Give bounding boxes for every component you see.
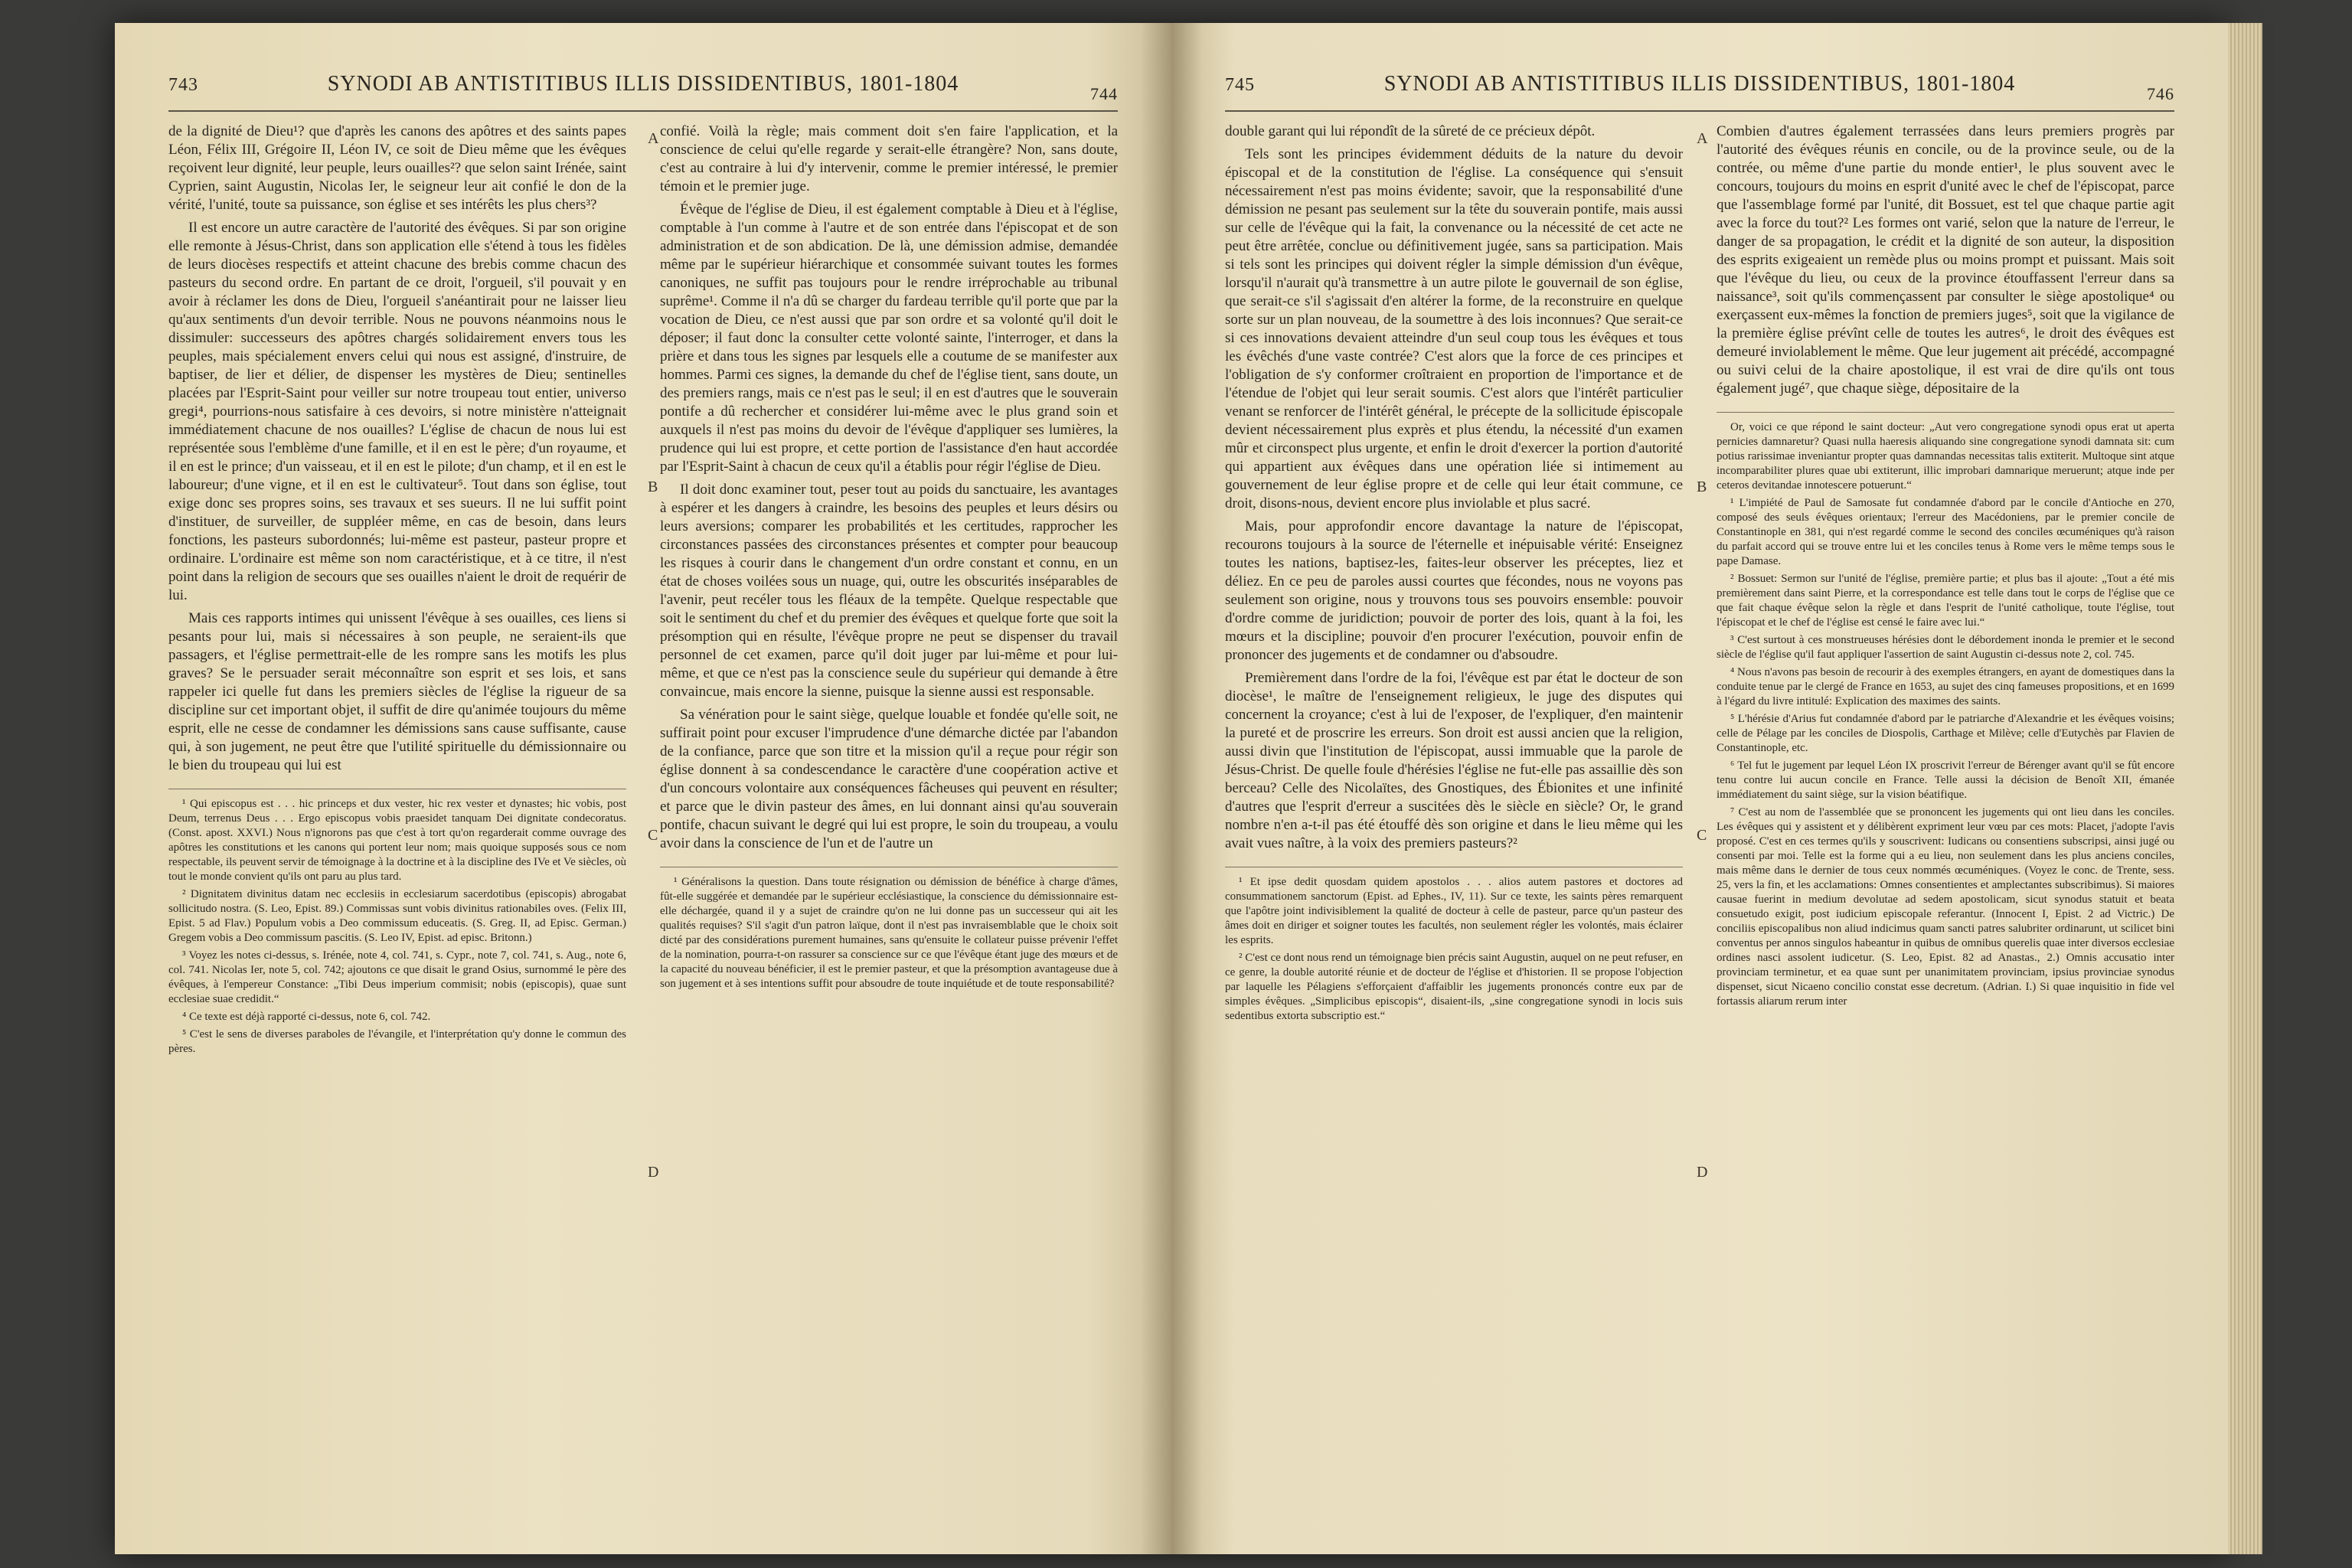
right-page-header (1225, 70, 2174, 101)
margin-letter-c: C (1697, 827, 1707, 844)
footnotes-744 (660, 867, 1118, 991)
right-page-columns (1225, 122, 2174, 1524)
footnote: ⁶ Tel fut le jugement par lequel Léon IX proscrivit l'erreur de Bérenger avant qu'il se fût encore tenu contre lui aucun concile en France. Telle aussi la décision de Benoît XII, émanée immédiatement du saint siège, sur la vision béatifique. (1717, 760, 2174, 801)
margin-letter-c: C (648, 827, 658, 844)
footnote: ⁷ C'est au nom de l'assemblée que se prononcent les jugements qui ont lieu dans les conciles. Les évêques qui y assistent et y délibèrent expriment leur vœu par ces mots: Placet, j'adopte l'avis proposé. C'est en ces termes qu'ils y souscrivent: Iudicans ou consentiens subscripsi, ainsi jugé ou consenti par moi. Telle est la forme qui a eu lieu, non seulement dans les plus anciens conciles, mais même dans le dernier de tous ceux nommés œcuméniques. (Voyez le conc. de Trente, sess. 25, vers la fin, et les acclamations: Omnes consentientes et amplectantes subscribimus). Si maiores causae fuerint in medium devolutae ad sedem apostolicam, sicut synodus statuit et beata consuetudo exigit, post iudicium episcopale referantur. (Innocent I, Epist. 2 ad Victric.) De conciliis episcopalibus non aliud indicimus quam sancti patres salubriter ordinarunt, ut scilicet bini conventus per annos singulos habeantur in quibus de omnibus querelis quae inter diversos ecclesiae ordines nasci assolent iudicetur. (S. Leo, Epist. 82 ad Anastas., 2.) Omnis accusatio inter provinciam terminetur, et ea quae sunt per unanimitatem provinciam, ipsius provinciae synodus dispenset, sicut Nicaeno concilio constat esse decretum. (Adrian. I.) Si quae inquisitio in fide vel fortassis aliarum rerum inter (1717, 806, 2174, 1008)
footnote: ² Bossuet: Sermon sur l'unité de l'église, première partie; et plus bas il ajoute: „Tout a été mis premièrement dans saint Pierre, et la correspondance est telle dans tout le corps de l'église que ce que fait chaque évêque selon la règle et dans l'esprit de l'unité catholique, toute l'église, tout l'épiscopat et le chef de l'église est censé le faire avec lui.“ (1717, 573, 2174, 629)
paragraph: Combien d'autres également terrassées dans leurs premiers progrès par l'autorité des évêques réunis en concile, ou de la province seule, ou de la contrée, ou même d'une partie du monde entier¹, le plus souvent avec le concours, toujours du moins en esprit d'unité avec le chef de l'épiscopat, parce que l'assemblage formé par l'unité, dit Bossuet, est tel que chaque partie agit avec la force du tout?² Les formes ont varié, selon que la nature de l'erreur, le danger de sa propagation, le crédit et la dignité de son auteur, la disposition des esprits exigeaient un remède plus ou moins prompt et puissant. Mais soit que l'évêque du lieu, ou ceux de la province étouffassent l'erreur dans sa naissance³, soit qu'ils commençassent par consulter le siège apostolique⁴ ou exerçassent eux-mêmes la fonction de premiers juges⁵, soit que la vigilance de la première église prévînt celle de toutes les autres⁶, le droit des évêques est demeuré inviolablement le même. Que leur jugement ait précédé, accompagné ou suivi celui de la chaire apostolique, il est vrai de dire qu'ils ont tous également jugé⁷, que chaque siège, dépositaire de la (1717, 123, 2174, 397)
footnote: Or, voici ce que répond le saint docteur: „Aut vero congregatione synodi opus erat ut aperta pernicies damnaretur? Quasi nulla haeresis aliquando sine congregatione synodi damnata sit: cum potius rarissimae inveniantur propter quas damnandas necessitas talis extiterit. Multoque sint atque incomparabiliter plures quae ubi extiterunt, illic improbari damnarique meruerunt; atque inde per ceteros devitandae innotescere potuerunt.“ (1717, 421, 2174, 492)
page-edges (2228, 23, 2262, 1554)
left-page-header (168, 70, 1118, 101)
footnotes-745 (1225, 867, 1683, 1024)
footnote: ¹ Et ipse dedit quosdam quidem apostolos . . . alios autem pastores et doctores ad consummationem sanctorum (Epist. ad Ephes., IV, 11). Sur ce texte, les saints pères remarquent que l'apôtre joint indivisiblement la qualité de docteur à celle de pasteur, parce qu'un pasteur des âmes doit en diriger et soigner toutes les facultés, non seulement régler les volontés, mais éclairer les esprits. (1225, 876, 1683, 946)
paragraph: de la dignité de Dieu¹? que d'après les canons des apôtres et des saints papes Léon, Félix III, Grégoire II, Léon IV, ce soit de Dieu même que les évêques reçoivent leur dignité, leur peuple, leurs ouailles²? que selon saint Irénée, saint Cyprien, saint Augustin, Nicolas Ier, le seigneur leur ait confié le don de la vérité, l'unité, toute sa puissance, son église et ses intérêts les plus chers³? (168, 123, 626, 213)
footnote: ³ Voyez les notes ci-dessus, s. Irénée, note 4, col. 741, s. Cypr., note 7, col. 741, s. Aug., note 6, col. 741. Nicolas Ier, note 5, col. 742; ajoutons ce que disait le grand Osius, surnommé le père des évêques, à l'empereur Constance: „Tibi Deus imperium commisit; nobis (episcopis), quae sunt ecclesiae suae credidit.“ (168, 949, 626, 1005)
paragraph: Évêque de l'église de Dieu, il est également comptable à Dieu et à l'église, comptable à l'un comme à l'autre et de son entrée dans l'épiscopat et de son administration et de son abdication. De là, une démission admise, demandée même par le supérieur hiérarchique et consommée suivant toutes les formes canoniques, ne suffit pas toujours pour le rendre irréprochable au tribunal suprême¹. Comme il n'a dû se charger du fardeau terrible qu'il porte que par la vocation de Dieu, ce n'est aussi que par son ordre et sa volonté qu'il doit le déposer; il faut donc la consulter cette volonté sainte, l'interroger, et dans la prière et dans tous les signes par lesquels elle a coutume de se manifester aux hommes. Parmi ces signes, la demande du chef de l'église tient, sans doute, un des premiers rangs, mais ce n'est pas le seul; il en est d'autres que le souverain pontife a dû rechercher et considérer lui-même avec le plus grand soin et auxquels il n'est pas moins du devoir de l'évêque d'appliquer ses lumières, la prudence qui lui est propre, et cette portion de l'assistance d'en haut accordée par l'Esprit-Saint à chacun de ceux qu'il a établis pour régir l'église de Dieu. (660, 201, 1118, 475)
footnote: ¹ Qui episcopus est . . . hic princeps et dux vester, hic rex vester et dynastes; hic vobis, post Deum, terrenus Deus . . . Ergo episcopus vobis praesidet tanquam Dei dignitate condecoratus. (Const. apost. XXVI.) Nous n'ignorons pas que c'est à tort qu'on regarderait comme ouvrage des apôtres les constitutions et les canons qui portent leur nom; mais quoique supposés sous ce nom respectable, ils peuvent servir de témoignage à la doctrine et à la discipline des IVe et Ve siècles, où tout le monde convient qu'ils ont paru au plus tard. (168, 798, 626, 883)
page-number-744: 744 (1090, 84, 1118, 103)
footnote: ⁴ Nous n'avons pas besoin de recourir à des exemples étrangers, en ayant de domestiques dans la conduite tenue par le clergé de France en 1653, au sujet des cinq fameuses propositions, et en 1699 à l'égard du livre intitulé: Explication des maximes des saints. (1717, 666, 2174, 707)
paragraph: Mais ces rapports intimes qui unissent l'évêque à ses ouailles, ces liens si pesants pour lui, mais si nécessaires à son peuple, ne seraient-ils que passagers, et l'église permettrait-elle de les rompre sans les motifs les plus graves? Se le persuader serait méconnaître son esprit et ses lois, et sans rappeler ici quelle fut dans les premiers siècles de l'église la rigueur de sa discipline sur cet important objet, il suffit de dire qu'animée toujours du même esprit, elle ne cesse de condamner les démissions sans cause suffisante, cause qui, à son jugement, ne peut être que l'utilité spirituelle du démissionnaire ou le bien du troupeau qui lui est (168, 610, 626, 773)
margin-letter-a: A (1697, 130, 1708, 147)
margin-letter-b: B (648, 479, 658, 495)
header-rule-left (168, 110, 1118, 112)
footnotes-743 (168, 789, 626, 1057)
column-744 (660, 122, 1118, 1524)
footnote: ² Dignitatem divinitus datam nec ecclesiis in ecclesiarum sacerdotibus (episcopis) abrogabat sollicitudo nostra. (S. Leo, Epist. 89.) Commissas sunt vobis divinitus rationabiles oves. (Felix III, Epist. 5 ad Flav.) Populum vobis a Deo commissum educeatis. (S. Greg. II, ad Episc. German.) Gregem vobis a Deo commissum pascitis. (S. Leo IV, Epist. ad episc. Britonn.) (168, 888, 626, 944)
paragraph: Tels sont les principes évidemment déduits de la nature du devoir épiscopal et de la constitution de l'église. La conséquence qui s'ensuit nécessairement n'est pas moins évidente; savoir, que la responsabilité d'une démission ne pesant pas seulement sur la tête du souverain pontife, mais aussi sur celle de l'évêque qui la fait, la convenance ou la nécessité de cet acte ne peut être arrêtée, conclue ou définitivement jugée, sans sa participation. Mais si tels sont les principes qui doivent régler la simple démission d'un évêque, lorsqu'il n'aurait qu'à transmettre à un autre pilote le gouvernail de son église, que serait-ce s'il s'agissait d'en altérer la forme, de la reconstruire en quelque sorte sur un plan nouveau, de la soumettre à des lois inconnues? Que serait-ce si ces innovations devaient atteindre d'un seul coup tous les évêques et tous les évêchés d'une vaste contrée? C'est alors que la force de ces principes et l'obligation de s'y conformer croîtraient en proportion de l'importance et de l'étendue de l'objet qui leur serait soumis. C'est alors que l'intérêt particulier venant se renforcer de l'intérêt général, le précepte de la sollicitude épiscopale devient nécessairement plus exprès et plus étendu, la nécessité d'un examen mûr et circonspect plus urgente, et enfin le droit d'exercer la portion d'autorité qui appartient aux évêques dans une opération liée si intimement au gouvernement de leur église propre et de celle qui leur était commune, ce droit, disons-nous, devient encore plus inviolable et plus sacré. (1225, 146, 1683, 511)
footnote: ⁴ Ce texte est déjà rapporté ci-dessus, note 6, col. 742. (182, 1011, 431, 1023)
left-page-columns (168, 122, 1118, 1524)
running-title-left: SYNODI AB ANTISTITIBUS ILLIS DISSIDENTIBUS, 1801-1804 (327, 72, 959, 96)
page-number-743: 743 (168, 75, 198, 95)
right-page (1171, 23, 2228, 1554)
margin-letter-b: B (1697, 479, 1707, 495)
paragraph: Il est encore un autre caractère de l'autorité des évêques. Si par son origine elle remonte à Jésus-Christ, dans son application elle s'étend à tous les fidèles de leurs diocèses respectifs et atteint chacune des brebis comme chacun des pasteurs du second ordre. En partant de ce droit, l'orgueil, s'il pouvait y en avoir à réclamer les dons de Dieu, l'orgueil s'anéantirait pour ne laisser lieu qu'aux sentiments d'un devoir terrible. Nous ne pouvons néanmoins nous le dissimuler: successeurs des apôtres chargés solidairement envers tous les peuples, mais spécialement envers celui qui nous est assigné, d'instruire, de baptiser, de lier et délier, de dispenser les mystères de Dieu; sentinelles placées par l'Esprit-Saint pour veiller sur notre troupeau tout entier, universo gregi⁴, pourrions-nous satisfaire à ces devoirs, si notre ministère n'atteignait immédiatement chacune de nos ouailles? L'église de chacun de nous lui est représentée sous l'emblème d'une famille, et il en est le père; d'un royaume, et il en est le prince; d'un vaisseau, et il en est le pilote; d'un champ, et il en est le laboureur; d'une vigne, et il en est le cultivateur⁵. Tout dans son église, tout exige donc ses propres soins, ses travaux et ses sueurs. Il ne lui suffit point d'instituer, de surveiller, de suppléer même, en cas de besoin, dans leurs fonctions, les pasteurs subordonnés; lui-même est pasteur, pasteur propre et ordinaire. L'ordinaire est même son nom caractéristique, et à ce titre, il n'est point dans la religion de secours que ses ouailles n'aient le droit de requérir de lui. (168, 220, 626, 603)
column-746 (1717, 122, 2174, 1524)
gutter-shadow-left (1141, 23, 1171, 1554)
paragraph: Mais, pour approfondir encore davantage la nature de l'épiscopat, recourons toujours à la source de l'éternelle et inépuisable vérité: Enseignez toutes les nations, baptisez-les, faites-leur observer les préceptes, liez et déliez. En ce peu de paroles aussi courtes que fécondes, nous ne voyons pas seulement son origine, nous y trouvons tous ses pouvoirs ensemble: pouvoir d'ordre comme de juridiction; pouvoir de porter des lois, quant à la foi, les mœurs et la discipline; pouvoir d'en procurer l'exécution, pouvoir enfin de prononcer des jugements et de condamner ou d'absoudre. (1225, 518, 1683, 663)
footnote: ³ C'est surtout à ces monstrueuses hérésies dont le débordement inonda le premier et le second siècle de l'église qu'il faut appliquer l'assertion de saint Augustin ci-dessus note 2, col. 745. (1717, 634, 2174, 661)
paragraph: Sa vénération pour le saint siège, quelque louable et fondée qu'elle soit, ne suffirait point pour excuser l'imprudence d'une démarche dictée par l'abandon de la confiance, parce que son titre et la mission qu'il a reçue pour régir son église donnent à sa condescendance le caractère d'une coopération active et d'un concours volontaire aux conséquences fâcheuses qui peuvent en résulter; et parce que le divin pasteur des âmes, en lui donnant ainsi qu'au souverain pontife, chacun suivant le degré qui lui est propre, le soin du troupeau, a voulu avoir dans la conscience de l'un et de l'autre un (660, 707, 1118, 851)
column-743 (168, 122, 626, 1524)
margin-letter-d: D (648, 1164, 659, 1181)
column-745 (1225, 122, 1683, 1524)
margin-letter-d: D (1697, 1164, 1708, 1181)
left-page (115, 23, 1171, 1554)
paragraph: confié. Voilà la règle; mais comment doit s'en faire l'application, et la conscience de celui qu'elle regarde y serait-elle étrangère? Non, sans doute, c'est au contraire à lui d'y intervenir, comme le premier intéressé, le premier témoin et le premier juge. (660, 123, 1118, 194)
page-number-745: 745 (1225, 75, 1255, 95)
paragraph: double garant qui lui répondît de la sûreté de ce précieux dépôt. (1225, 123, 1596, 139)
running-title-right: SYNODI AB ANTISTITIBUS ILLIS DISSIDENTIBUS, 1801-1804 (1383, 72, 2016, 96)
page-number-746: 746 (2147, 84, 2174, 103)
paragraph: Premièrement dans l'ordre de la foi, l'évêque est par état le docteur de son diocèse¹, le maître de l'enseignement religieux, le juge des disputes qui concernent la croyance; c'est à lui de l'exposer, de l'expliquer, d'en maintenir la pureté et de proscrire les erreurs. Son droit est aussi ancien que la religion, aussi divin que l'institution de l'épiscopat, aussi immuable que la parole de Jésus-Christ. De quelle foule d'hérésies l'église ne fut-elle pas assaillie dès son berceau? Celle des Nicolaïtes, des Gnostiques, des Ébionites et une infinité d'autres que l'esprit d'erreur a suscitées dès le siècle en siècle? Or, le grand nombre n'en a-t-il pas été étouffé dès son origine et dans le lieu même qui les avait vues naître, à la voix des premiers pasteurs?² (1225, 670, 1683, 851)
footnote: ⁵ C'est le sens de diverses paraboles de l'évangile, et l'interprétation qu'y donne le commun des pères. (168, 1028, 626, 1055)
footnote: ¹ L'impiété de Paul de Samosate fut condamnée d'abord par le concile d'Antioche en 270, composé des seuls évêques orientaux; l'erreur des Macédoniens, par le premier concile de Constantinople en 381, qui n'est regardé comme le second des conciles œcuméniques qu'à raison du parfait accord qui se trouve entre lui et les conciles tenus à Rome vers le même temps sous le pape Damase. (1717, 497, 2174, 567)
margin-letter-a: A (648, 130, 659, 147)
footnotes-746 (1717, 412, 2174, 1009)
footnote: ² C'est ce dont nous rend un témoignage bien précis saint Augustin, auquel on ne peut refuser, en ce genre, la double autorité réunie et de docteur de l'église et d'historien. Il se propose l'objection par laquelle les Pélagiens s'efforçaient d'affaiblir les jugements prononcés contre eux par de simples évêques. „Simplicibus episcopis“, disaient-ils, „sine congregatione synodi in locis suis sedentibus extorta subscriptio est.“ (1225, 952, 1683, 1022)
gutter-shadow-right (1171, 23, 1202, 1554)
header-rule-right (1225, 110, 2174, 112)
footnote: ⁵ L'hérésie d'Arius fut condamnée d'abord par le patriarche d'Alexandrie et les évêques voisins; celle de Pélage par les conciles de Diospolis, Carthage et Milève; celle d'Eutychès par Flavien de Constantinople, etc. (1717, 713, 2174, 754)
paragraph: Il doit donc examiner tout, peser tout au poids du sanctuaire, les avantages à espérer et les dangers à craindre, les besoins des peuples et leurs désirs ou leurs aversions; comparer les probabilités et les certitudes, rapprocher les circonstances passées des circonstances présentes et compter pour beaucoup les risques à courir dans le changement d'un ordre constant et connu, en un état de choses voilées sous un nuage, qui, outre les obscurités inséparables de l'avenir, peut recéler tous les fléaux de la tempête. Quelque respectable que soit le sentiment du chef et du premier des évêques et quelque forte que soit la présomption qui en résulte, l'évêque propre ne peut se dispenser du travail personnel de cet examen, parce qu'il doit juger par lui-même et pour lui-même, et que ce n'est pas la conscience seule du supérieur qui demande à être convaincue, mais encore la sienne, puisque la sienne aussi est responsable. (660, 482, 1118, 700)
book-spread (115, 23, 2228, 1554)
footnote: ¹ Généralisons la question. Dans toute résignation ou démission de bénéfice à charge d'âmes, fût-elle suggérée et demandée par le supérieur ecclésiastique, la conscience du démissionnaire est-elle déchargée, quand il y a sujet de craindre qu'on ne lui donne pas un successeur qui ait les qualités requises? S'il s'agit d'un patron laïque, dont il n'est pas invraisemblable que le choix soit dicté par des considérations purement humaines, sans qu'ensuite le collateur puisse prévenir l'effet de la nomination, pourra-t-on rassurer sa conscience sur ce que l'évêque étant juge des mœurs et de la capacité du nouveau bénéficier, il est le premier pasteur, et que la présomption avantageuse due à son jugement et à ses intentions suffit pour absoudre de toute inquiétude et de toute responsabilité? (660, 876, 1118, 990)
